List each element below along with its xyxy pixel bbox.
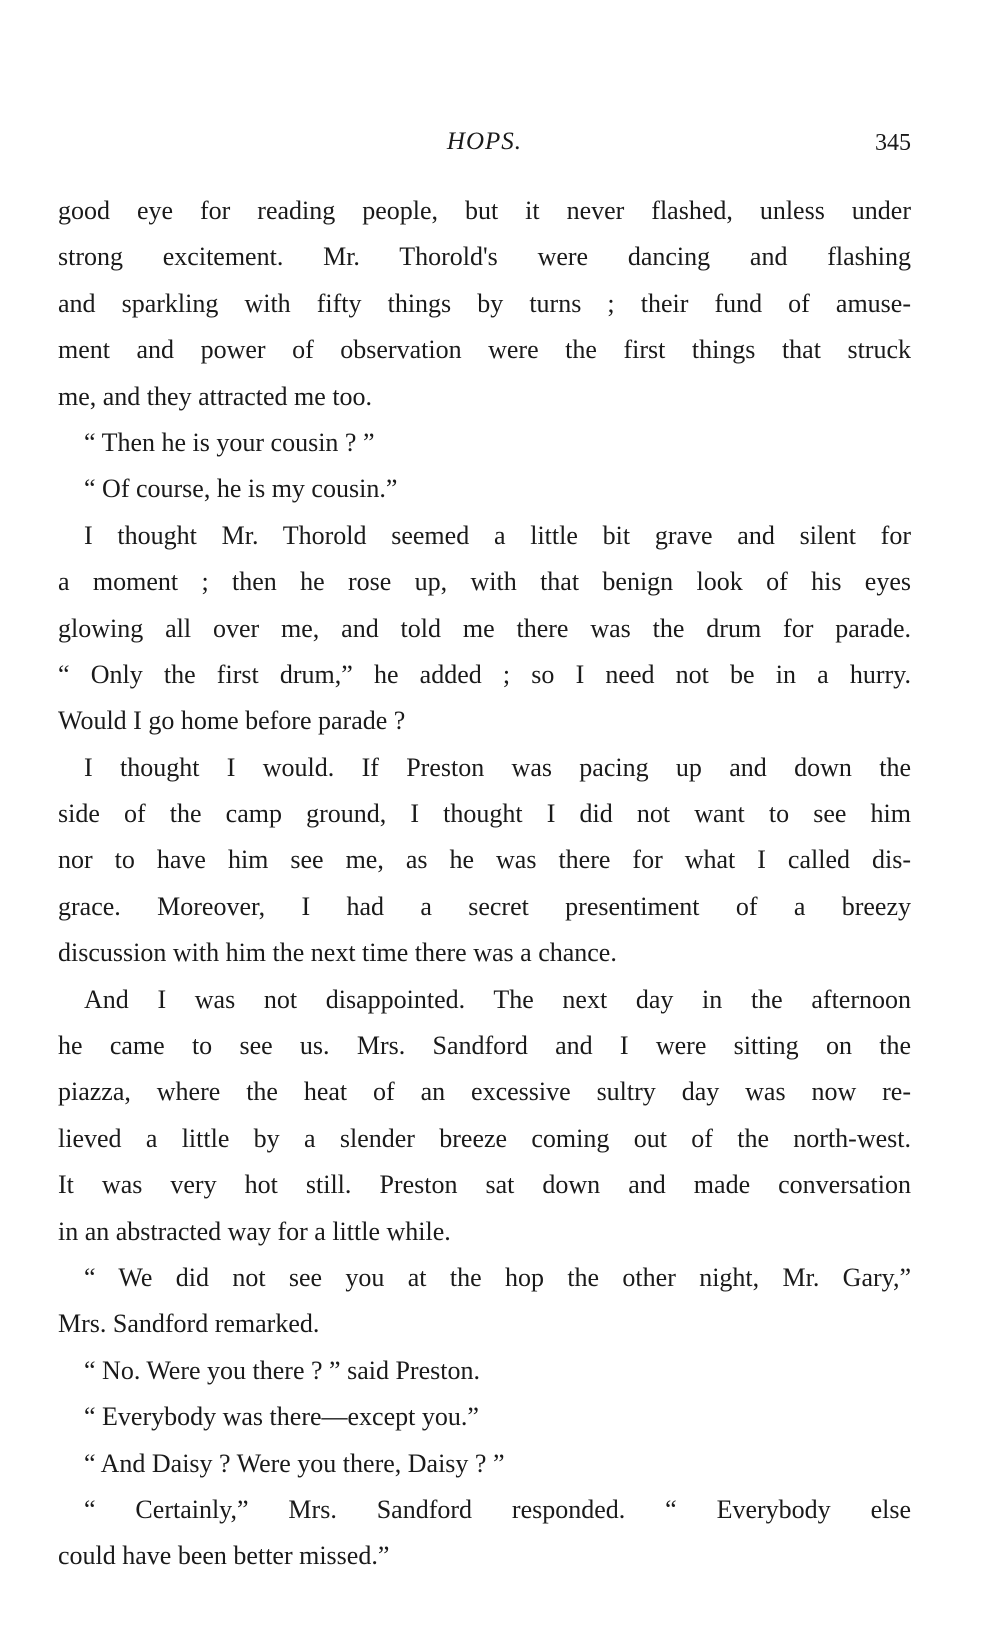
text-line: ment and power of observation were the first things that struck [58, 335, 911, 365]
text-line: “ Only the first drum,” he added ; so I need not be in a hurry. [58, 659, 911, 689]
text-line: “ Everybody was there—except you.” [84, 1402, 479, 1432]
text-line: me, and they attracted me too. [58, 381, 373, 411]
running-title: HOPS. [446, 128, 523, 155]
text-line: discussion with him the next time there was a chance. [58, 938, 617, 968]
text-line: I thought Mr. Thorold seemed a little bit grave and silent for [84, 520, 911, 550]
text-line: And I was not disappointed. The next day in the afternoon [84, 984, 911, 1014]
text-line: “ Certainly,” Mrs. Sandford responded. “ Everybody else [84, 1494, 911, 1524]
text-line: glowing all over me, and told me there was the drum for parade. [58, 613, 911, 643]
text-line: lieved a little by a slender breeze coming out of the north-west. [58, 1123, 911, 1153]
text-line: “ Then he is your cousin ? ” [84, 427, 375, 457]
text-line: good eye for reading people, but it never flashed, unless under [58, 196, 911, 225]
text-line: nor to have him see me, as he was there for what I called dis- [58, 845, 911, 875]
text-line: grace. Moreover, I had a secret presentiment of a breezy [58, 891, 911, 921]
text-line: “ We did not see you at the hop the other night, Mr. Gary,” [84, 1262, 911, 1292]
text-line: It was very hot still. Preston sat down and made conversation [58, 1170, 911, 1200]
text-line: strong excitement. Mr. Thorold's were dancing and flashing [58, 242, 911, 272]
text-line: a moment ; then he rose up, with that benign look of his eyes [58, 567, 911, 597]
text-line: Mrs. Sandford remarked. [58, 1309, 320, 1339]
text-line: Would I go home before parade ? [58, 706, 406, 736]
text-line: he came to see us. Mrs. Sandford and I were sitting on the [58, 1031, 911, 1061]
text-line: and sparkling with fifty things by turns ; their fund of amuse- [58, 288, 911, 318]
text-line: could have been better missed.” [58, 1541, 390, 1571]
text-line: “ No. Were you there ? ” said Preston. [84, 1355, 480, 1385]
text-line: side of the camp ground, I thought I did not want to see him [58, 799, 911, 829]
text-line: “ Of course, he is my cousin.” [84, 474, 398, 504]
text-line: “ And Daisy ? Were you there, Daisy ? ” [84, 1448, 505, 1478]
running-head [58, 128, 911, 168]
text-line: in an abstracted way for a little while. [58, 1216, 451, 1246]
text-line: piazza, where the heat of an excessive sultry day was now re- [58, 1077, 911, 1107]
body-text [58, 188, 911, 1580]
text-line: I thought I would. If Preston was pacing up and down the [84, 752, 911, 782]
page-number: 345 [875, 130, 911, 156]
